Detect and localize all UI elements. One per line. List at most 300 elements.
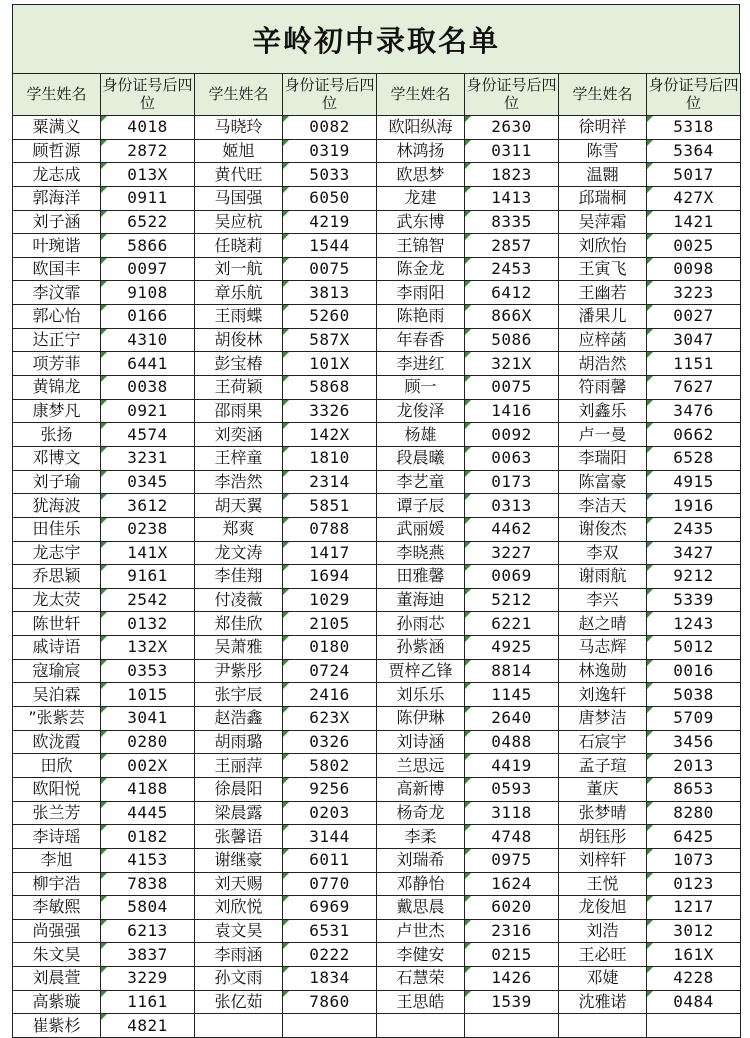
student-name-cell: 陈雪 <box>559 139 647 163</box>
id-last-four-cell: 0313 <box>465 494 559 518</box>
id-last-four-cell: 5866 <box>101 234 195 258</box>
student-name-cell: 刘浩 <box>559 919 647 943</box>
student-name-cell: 戴思晨 <box>377 896 465 920</box>
student-name-cell: 王梓童 <box>195 446 283 470</box>
id-last-four-cell: 1624 <box>465 872 559 896</box>
student-name-cell: 孙雨芯 <box>377 612 465 636</box>
student-name-cell: 李柔 <box>377 825 465 849</box>
student-name-cell: 彭宝椿 <box>195 352 283 376</box>
id-last-four-cell: 866X <box>465 305 559 329</box>
admission-table <box>12 73 741 1038</box>
student-name-cell: 李敏熙 <box>13 896 101 920</box>
student-name-cell: 柳宇浩 <box>13 872 101 896</box>
student-name-cell: 李浩然 <box>195 470 283 494</box>
student-name-cell: 王悦 <box>559 872 647 896</box>
id-last-four-cell: 2542 <box>101 588 195 612</box>
table-row <box>13 848 741 872</box>
table-row <box>13 116 741 140</box>
id-last-four-cell: 1694 <box>283 565 377 589</box>
student-name-cell: 龙志成 <box>13 163 101 187</box>
student-name-cell: 刘梓轩 <box>559 848 647 872</box>
table-row <box>13 446 741 470</box>
id-last-four-cell: 1073 <box>647 848 741 872</box>
id-last-four-cell: 5709 <box>647 707 741 731</box>
id-last-four-cell: 0770 <box>283 872 377 896</box>
id-last-four-cell: 7860 <box>283 990 377 1014</box>
student-name-cell: 谭子辰 <box>377 494 465 518</box>
table-row <box>13 777 741 801</box>
id-last-four-cell: 3047 <box>647 328 741 352</box>
student-name-cell: 刘诗涵 <box>377 730 465 754</box>
id-last-four-cell: 2013 <box>647 754 741 778</box>
table-row <box>13 896 741 920</box>
student-name-cell: 张扬 <box>13 423 101 447</box>
student-name-cell: 兰思远 <box>377 754 465 778</box>
id-last-four-cell: 0353 <box>101 659 195 683</box>
id-last-four-cell: 3612 <box>101 494 195 518</box>
id-last-four-cell: 6412 <box>465 281 559 305</box>
table-row <box>13 517 741 541</box>
id-last-four-cell: 3041 <box>101 707 195 731</box>
id-last-four-cell: 4821 <box>101 1014 195 1038</box>
student-name-cell: 章乐航 <box>195 281 283 305</box>
table-row <box>13 163 741 187</box>
id-last-four-cell: 4574 <box>101 423 195 447</box>
id-last-four-cell: 3476 <box>647 399 741 423</box>
student-name-cell: 王荷颖 <box>195 376 283 400</box>
student-name-cell: 刘乐乐 <box>377 683 465 707</box>
id-last-four-cell: 5851 <box>283 494 377 518</box>
header-student-name: 学生姓名 <box>195 74 283 116</box>
id-last-four-cell: 2316 <box>465 919 559 943</box>
student-name-cell: 王思皓 <box>377 990 465 1014</box>
student-name-cell: 刘子瑜 <box>13 470 101 494</box>
student-name-cell: 李瑞阳 <box>559 446 647 470</box>
header-id-last-four: 身份证号后四位 <box>283 74 377 116</box>
table-row <box>13 636 741 660</box>
student-name-cell: 顾一 <box>377 376 465 400</box>
student-name-cell: 乔思颖 <box>13 565 101 589</box>
id-last-four-cell: 0182 <box>101 825 195 849</box>
id-last-four-cell: 2872 <box>101 139 195 163</box>
id-last-four-cell: 5339 <box>647 588 741 612</box>
table-row <box>13 1014 741 1038</box>
id-last-four-cell: 1834 <box>283 967 377 991</box>
id-last-four-cell: 0075 <box>465 376 559 400</box>
id-last-four-cell: 5212 <box>465 588 559 612</box>
id-last-four-cell: 0724 <box>283 659 377 683</box>
student-name-cell: 刘子涵 <box>13 210 101 234</box>
admission-list-sheet <box>12 4 740 1038</box>
id-last-four-cell: 0097 <box>101 257 195 281</box>
id-last-four-cell: 0975 <box>465 848 559 872</box>
id-last-four-cell: 0662 <box>647 423 741 447</box>
table-row <box>13 376 741 400</box>
student-name-cell: 龙太荧 <box>13 588 101 612</box>
student-name-cell: 刘鑫乐 <box>559 399 647 423</box>
student-name-cell: 孟子瑄 <box>559 754 647 778</box>
student-name-cell: 李进红 <box>377 352 465 376</box>
table-row <box>13 707 741 731</box>
student-name-cell: 邓博文 <box>13 446 101 470</box>
header-row <box>13 74 741 116</box>
id-last-four-cell: 1161 <box>101 990 195 1014</box>
id-last-four-cell: 1413 <box>465 186 559 210</box>
id-last-four-cell: 7838 <box>101 872 195 896</box>
student-name-cell: 徐晨阳 <box>195 777 283 801</box>
table-row <box>13 470 741 494</box>
header-id-last-four: 身份证号后四位 <box>465 74 559 116</box>
id-last-four-cell: 0092 <box>465 423 559 447</box>
student-name-cell: 袁文昊 <box>195 919 283 943</box>
student-name-cell: 黄锦龙 <box>13 376 101 400</box>
student-name-cell: 刘天赐 <box>195 872 283 896</box>
id-last-four-cell: 2857 <box>465 234 559 258</box>
id-last-four-cell: 0788 <box>283 517 377 541</box>
student-name-cell: 卢一曼 <box>559 423 647 447</box>
id-last-four-cell: 2453 <box>465 257 559 281</box>
table-row <box>13 612 741 636</box>
id-last-four-cell: 1823 <box>465 163 559 187</box>
id-last-four-cell: 5033 <box>283 163 377 187</box>
student-name-cell: 龙俊旭 <box>559 896 647 920</box>
id-last-four-cell: 6020 <box>465 896 559 920</box>
student-name-cell: 犹海波 <box>13 494 101 518</box>
id-last-four-cell: 0025 <box>647 234 741 258</box>
id-last-four-cell: 4188 <box>101 777 195 801</box>
student-name-cell: 刘逸轩 <box>559 683 647 707</box>
student-name-cell: 年春香 <box>377 328 465 352</box>
id-last-four-cell: 1810 <box>283 446 377 470</box>
id-last-four-cell: 6441 <box>101 352 195 376</box>
student-name-cell: 潘果儿 <box>559 305 647 329</box>
student-name-cell: 王雨蝶 <box>195 305 283 329</box>
student-name-cell: 邵雨果 <box>195 399 283 423</box>
table-row <box>13 967 741 991</box>
id-last-four-cell: 8653 <box>647 777 741 801</box>
student-name-cell: 符雨馨 <box>559 376 647 400</box>
table-row <box>13 565 741 589</box>
id-last-four-cell: 4219 <box>283 210 377 234</box>
id-last-four-cell: 1426 <box>465 967 559 991</box>
table-row <box>13 423 741 447</box>
student-name-cell: 李雨涵 <box>195 943 283 967</box>
student-name-cell: 龙文涛 <box>195 541 283 565</box>
student-name-cell: 吴萧雅 <box>195 636 283 660</box>
student-name-cell: 李艺童 <box>377 470 465 494</box>
student-name-cell: 胡浩然 <box>559 352 647 376</box>
id-last-four-cell: 3012 <box>647 919 741 943</box>
id-last-four-cell: 6522 <box>101 210 195 234</box>
id-last-four-cell: 4310 <box>101 328 195 352</box>
id-last-four-cell: 5868 <box>283 376 377 400</box>
student-name-cell: 陈艳雨 <box>377 305 465 329</box>
id-last-four-cell: 4018 <box>101 116 195 140</box>
id-last-four-cell: 1416 <box>465 399 559 423</box>
student-name-cell: 郑爽 <box>195 517 283 541</box>
student-name-cell: 李诗瑶 <box>13 825 101 849</box>
student-name-cell: 林鸿扬 <box>377 139 465 163</box>
student-name-cell: 戚诗语 <box>13 636 101 660</box>
id-last-four-cell: 3456 <box>647 730 741 754</box>
student-name-cell: 田雅馨 <box>377 565 465 589</box>
student-name-cell: 李佳翔 <box>195 565 283 589</box>
student-name-cell: 董海迪 <box>377 588 465 612</box>
id-last-four-cell: 0132 <box>101 612 195 636</box>
student-name-cell: 温翾 <box>559 163 647 187</box>
id-last-four-cell: 5038 <box>647 683 741 707</box>
student-name-cell: 刘一航 <box>195 257 283 281</box>
student-name-cell: 叶琬谐 <box>13 234 101 258</box>
id-last-four-cell: 002X <box>101 754 195 778</box>
id-last-four-cell: 623X <box>283 707 377 731</box>
student-name-cell: 马晓玲 <box>195 116 283 140</box>
id-last-four-cell: 9161 <box>101 565 195 589</box>
student-name-cell: 张亿茹 <box>195 990 283 1014</box>
table-row <box>13 494 741 518</box>
student-name-cell: 黄代旺 <box>195 163 283 187</box>
student-name-cell: 郑佳欣 <box>195 612 283 636</box>
id-last-four-cell: 5012 <box>647 636 741 660</box>
id-last-four-cell: 0166 <box>101 305 195 329</box>
student-name-cell <box>195 1014 283 1038</box>
student-name-cell: 梁晨露 <box>195 801 283 825</box>
student-name-cell: 王幽若 <box>559 281 647 305</box>
id-last-four-cell: 0911 <box>101 186 195 210</box>
student-name-cell: 徐明祥 <box>559 116 647 140</box>
student-name-cell: 顾哲源 <box>13 139 101 163</box>
id-last-four-cell: 1151 <box>647 352 741 376</box>
id-last-four-cell: 4445 <box>101 801 195 825</box>
student-name-cell: 马志辉 <box>559 636 647 660</box>
id-last-four-cell: 3229 <box>101 967 195 991</box>
id-last-four-cell: 4925 <box>465 636 559 660</box>
table-row <box>13 328 741 352</box>
id-last-four-cell: 8280 <box>647 801 741 825</box>
id-last-four-cell: 161X <box>647 943 741 967</box>
id-last-four-cell: 2105 <box>283 612 377 636</box>
student-name-cell: 刘欣悦 <box>195 896 283 920</box>
id-last-four-cell: 4462 <box>465 517 559 541</box>
id-last-four-cell: 0027 <box>647 305 741 329</box>
id-last-four-cell: 0311 <box>465 139 559 163</box>
student-name-cell: 谢继豪 <box>195 848 283 872</box>
id-last-four-cell: 7627 <box>647 376 741 400</box>
table-row <box>13 730 741 754</box>
student-name-cell: 王丽萍 <box>195 754 283 778</box>
id-last-four-cell: 0173 <box>465 470 559 494</box>
student-name-cell: 张兰芳 <box>13 801 101 825</box>
student-name-cell: 朱文昊 <box>13 943 101 967</box>
table-row <box>13 659 741 683</box>
student-name-cell: 唐梦洁 <box>559 707 647 731</box>
student-name-cell: 邓婕 <box>559 967 647 991</box>
id-last-four-cell: 3427 <box>647 541 741 565</box>
student-name-cell: 崔紫杉 <box>13 1014 101 1038</box>
id-last-four-cell: 0345 <box>101 470 195 494</box>
id-last-four-cell: 2435 <box>647 517 741 541</box>
id-last-four-cell: 0075 <box>283 257 377 281</box>
id-last-four-cell: 0069 <box>465 565 559 589</box>
id-last-four-cell: 0038 <box>101 376 195 400</box>
student-name-cell: 胡天翼 <box>195 494 283 518</box>
student-name-cell: 李雨阳 <box>377 281 465 305</box>
id-last-four-cell: 1539 <box>465 990 559 1014</box>
table-row <box>13 257 741 281</box>
student-name-cell: 沈雅诺 <box>559 990 647 1014</box>
student-name-cell: 龙俊泽 <box>377 399 465 423</box>
table-row <box>13 139 741 163</box>
student-name-cell: 欧泷霞 <box>13 730 101 754</box>
student-name-cell: 田佳乐 <box>13 517 101 541</box>
table-row <box>13 281 741 305</box>
table-row <box>13 399 741 423</box>
id-last-four-cell: 101X <box>283 352 377 376</box>
id-last-four-cell: 4153 <box>101 848 195 872</box>
student-name-cell: 吴应杭 <box>195 210 283 234</box>
student-name-cell: 项芳菲 <box>13 352 101 376</box>
table-row <box>13 588 741 612</box>
student-name-cell: 粟满义 <box>13 116 101 140</box>
student-name-cell: 马国强 <box>195 186 283 210</box>
student-name-cell: 邱瑞桐 <box>559 186 647 210</box>
id-last-four-cell: 3813 <box>283 281 377 305</box>
id-last-four-cell: 132X <box>101 636 195 660</box>
id-last-four-cell: 0016 <box>647 659 741 683</box>
student-name-cell: 欧国丰 <box>13 257 101 281</box>
student-name-cell: 刘欣怡 <box>559 234 647 258</box>
student-name-cell: 邓静怡 <box>377 872 465 896</box>
id-last-four-cell: 5260 <box>283 305 377 329</box>
student-name-cell: 任晓莉 <box>195 234 283 258</box>
id-last-four-cell: 0326 <box>283 730 377 754</box>
id-last-four-cell <box>465 1014 559 1038</box>
student-name-cell: ”张紫芸 <box>13 707 101 731</box>
table-row <box>13 352 741 376</box>
id-last-four-cell: 9212 <box>647 565 741 589</box>
student-name-cell: 王寅飞 <box>559 257 647 281</box>
student-name-cell: 陈世轩 <box>13 612 101 636</box>
student-name-cell: 王必旺 <box>559 943 647 967</box>
student-name-cell: 张梦晴 <box>559 801 647 825</box>
id-last-four-cell: 3837 <box>101 943 195 967</box>
student-name-cell: 李健安 <box>377 943 465 967</box>
student-name-cell: 吴泊霖 <box>13 683 101 707</box>
student-name-cell: 董庆 <box>559 777 647 801</box>
student-name-cell: 刘奕涵 <box>195 423 283 447</box>
student-name-cell: 郭海洋 <box>13 186 101 210</box>
student-name-cell: 武丽媛 <box>377 517 465 541</box>
student-name-cell <box>559 1014 647 1038</box>
table-row <box>13 541 741 565</box>
table-row <box>13 825 741 849</box>
id-last-four-cell <box>283 1014 377 1038</box>
id-last-four-cell: 1916 <box>647 494 741 518</box>
student-name-cell: 石宸宇 <box>559 730 647 754</box>
student-name-cell: 陈富豪 <box>559 470 647 494</box>
id-last-four-cell: 1243 <box>647 612 741 636</box>
id-last-four-cell: 0488 <box>465 730 559 754</box>
id-last-four-cell: 321X <box>465 352 559 376</box>
id-last-four-cell: 0123 <box>647 872 741 896</box>
student-name-cell: 康梦凡 <box>13 399 101 423</box>
student-name-cell: 李旭 <box>13 848 101 872</box>
student-name-cell: 李兴 <box>559 588 647 612</box>
id-last-four-cell: 5086 <box>465 328 559 352</box>
id-last-four-cell: 1015 <box>101 683 195 707</box>
student-name-cell: 寇瑜宸 <box>13 659 101 683</box>
student-name-cell: 刘瑞希 <box>377 848 465 872</box>
student-name-cell: 李晓燕 <box>377 541 465 565</box>
student-name-cell: 石慧荣 <box>377 967 465 991</box>
id-last-four-cell: 6531 <box>283 919 377 943</box>
student-name-cell: 孙紫涵 <box>377 636 465 660</box>
student-name-cell: 应梓菡 <box>559 328 647 352</box>
student-name-cell: 高紫璇 <box>13 990 101 1014</box>
id-last-four-cell: 3118 <box>465 801 559 825</box>
student-name-cell: 胡俊林 <box>195 328 283 352</box>
student-name-cell: 杨雄 <box>377 423 465 447</box>
student-name-cell: 张馨语 <box>195 825 283 849</box>
student-name-cell: 赵之晴 <box>559 612 647 636</box>
id-last-four-cell: 0222 <box>283 943 377 967</box>
student-name-cell: 高新博 <box>377 777 465 801</box>
student-name-cell: 谢雨航 <box>559 565 647 589</box>
student-name-cell: 李汶霏 <box>13 281 101 305</box>
id-last-four-cell: 587X <box>283 328 377 352</box>
student-name-cell: 郭心怡 <box>13 305 101 329</box>
id-last-four-cell: 9108 <box>101 281 195 305</box>
student-name-cell: 胡钰彤 <box>559 825 647 849</box>
header-student-name: 学生姓名 <box>559 74 647 116</box>
id-last-four-cell: 3326 <box>283 399 377 423</box>
header-student-name: 学生姓名 <box>13 74 101 116</box>
id-last-four-cell: 2640 <box>465 707 559 731</box>
id-last-four-cell: 4228 <box>647 967 741 991</box>
id-last-four-cell: 1421 <box>647 210 741 234</box>
student-name-cell: 龙建 <box>377 186 465 210</box>
student-name-cell <box>377 1014 465 1038</box>
id-last-four-cell: 0063 <box>465 446 559 470</box>
student-name-cell: 段晨曦 <box>377 446 465 470</box>
id-last-four-cell: 2314 <box>283 470 377 494</box>
id-last-four-cell <box>647 1014 741 1038</box>
student-name-cell: 尚强强 <box>13 919 101 943</box>
id-last-four-cell: 5802 <box>283 754 377 778</box>
id-last-four-cell: 4748 <box>465 825 559 849</box>
id-last-four-cell: 6425 <box>647 825 741 849</box>
table-row <box>13 186 741 210</box>
id-last-four-cell: 9256 <box>283 777 377 801</box>
id-last-four-cell: 8335 <box>465 210 559 234</box>
id-last-four-cell: 0921 <box>101 399 195 423</box>
student-name-cell: 胡雨璐 <box>195 730 283 754</box>
id-last-four-cell: 6969 <box>283 896 377 920</box>
id-last-four-cell: 1217 <box>647 896 741 920</box>
student-name-cell: 杨奇龙 <box>377 801 465 825</box>
student-name-cell: 陈金龙 <box>377 257 465 281</box>
id-last-four-cell: 6213 <box>101 919 195 943</box>
student-name-cell: 卢世杰 <box>377 919 465 943</box>
table-row <box>13 990 741 1014</box>
table-row <box>13 683 741 707</box>
student-name-cell: 达正宁 <box>13 328 101 352</box>
id-last-four-cell: 0280 <box>101 730 195 754</box>
student-name-cell: 武东博 <box>377 210 465 234</box>
id-last-four-cell: 0082 <box>283 116 377 140</box>
student-name-cell: 欧阳悦 <box>13 777 101 801</box>
id-last-four-cell: 427X <box>647 186 741 210</box>
